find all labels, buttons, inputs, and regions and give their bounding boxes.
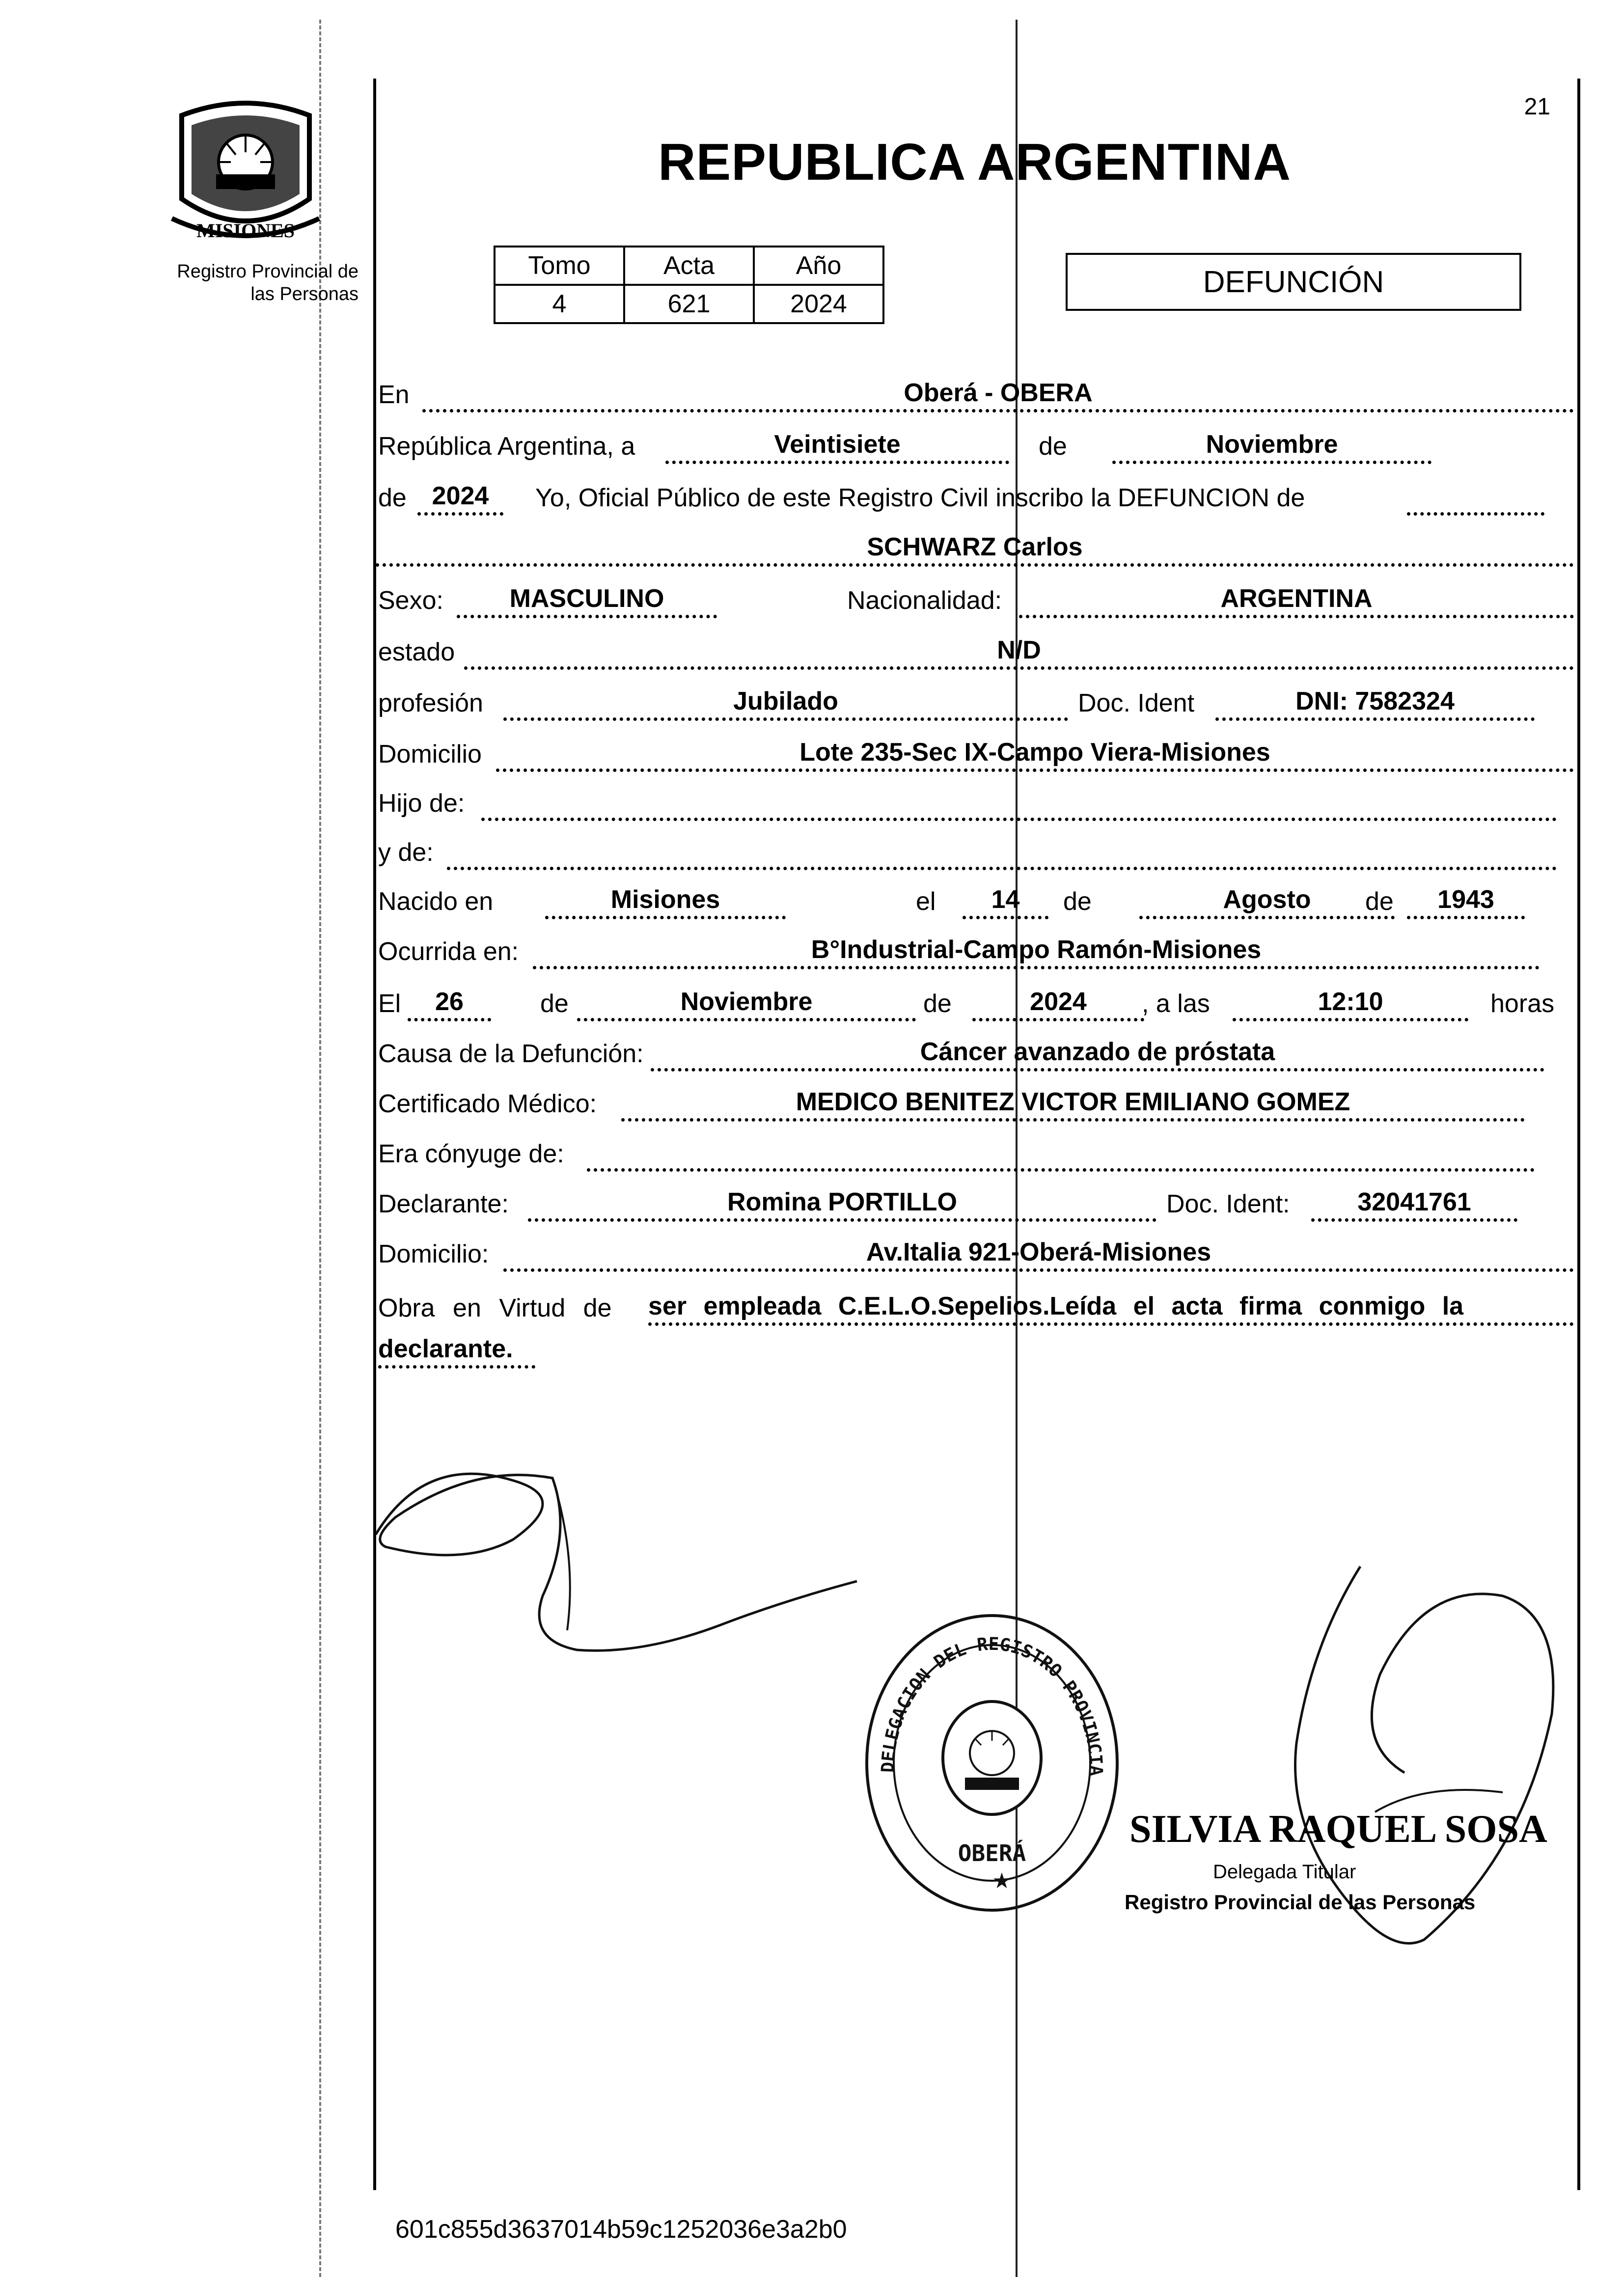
republica-label: República Argentina, a [378,432,635,461]
row-certificado [376,1086,1574,1122]
row-obra-cont [376,1333,1574,1369]
signatory-role: Delegada Titular [1213,1861,1356,1883]
estado-label: estado [378,638,455,666]
nacionalidad-label: Nacionalidad: [847,586,1002,615]
row-profesion [376,686,1574,721]
yde-value [447,835,1557,870]
death-time: 12:10 [1233,986,1468,1021]
row-oficial [376,480,1574,516]
row-causa [376,1036,1574,1071]
row-deceased-name [376,531,1574,567]
death-day: 26 [408,986,491,1021]
row-estado [376,634,1574,670]
hijo-value [481,786,1557,821]
oficial-trailing-blank [1407,480,1544,516]
de-label: de [378,484,407,512]
horas-label: horas [1490,989,1555,1018]
alas-label: , a las [1142,989,1210,1018]
domicilio-label: Domicilio: [378,1240,489,1268]
doc-ident-label: Doc. Ident: [1166,1190,1290,1218]
el-label: el [916,887,936,916]
nacido-value: Misiones [545,884,786,919]
conyuge-value [587,1136,1535,1172]
declarante-label: Declarante: [378,1190,509,1218]
row-declarante [376,1186,1574,1222]
de-label: de [540,989,569,1018]
oficial-text: Yo, Oficial Público de este Registro Civil inscribo la DEFUNCION de [535,484,1305,512]
birth-month: Agosto [1139,884,1395,919]
perforation-line [319,20,321,2277]
document-type-box: DEFUNCIÓN [1066,253,1521,311]
declarant-signature [366,1434,862,1689]
ocurrida-value: B°Industrial-Campo Ramón-Misiones [533,934,1540,969]
birth-year: 1943 [1407,884,1525,919]
row-en [376,377,1574,412]
causa-label: Causa de la Defunción: [378,1040,644,1068]
declarante-value: Romina PORTILLO [528,1186,1156,1222]
svg-text:MISIONES: MISIONES [196,219,295,242]
record-header-anio: Año [754,247,883,285]
estado-value: N/D [464,634,1574,670]
record-header-acta: Acta [624,247,754,285]
death-year: 2024 [972,986,1144,1021]
record-value-acta: 621 [624,285,754,323]
row-fecha [376,429,1574,464]
row-conyuge [376,1136,1574,1172]
row-fecha-defuncion [376,986,1574,1021]
svg-text:DELEGACION DEL REGISTRO PROVIN: DELEGACION DEL REGISTRO PROVINCIA [878,1634,1106,1776]
doc-ident-label: Doc. Ident [1078,689,1195,717]
certificado-value: MEDICO BENITEZ VICTOR EMILIANO GOMEZ [621,1086,1525,1122]
certificado-label: Certificado Médico: [378,1090,597,1118]
row-domicilio-declarante [376,1236,1574,1272]
el-label: El [378,989,401,1018]
birth-day: 14 [963,884,1048,919]
declarante-doc-value: 32041761 [1311,1186,1517,1222]
nacido-label: Nacido en [378,887,494,916]
obra-label: Obra en Virtud de [378,1294,612,1322]
deceased-name: SCHWARZ Carlos [376,531,1574,567]
row-sexo [376,583,1574,618]
nacionalidad-value: ARGENTINA [1019,583,1574,618]
record-value-anio: 2024 [754,285,883,323]
sexo-value: MASCULINO [457,583,717,618]
profesion-label: profesión [378,689,483,717]
record-value-tomo: 4 [495,285,624,323]
profesion-value: Jubilado [503,686,1068,721]
right-margin-rule [1577,79,1580,2190]
de-label: de [1365,887,1394,916]
de-label: de [1063,887,1092,916]
de-label: de [923,989,952,1018]
en-label: En [378,381,410,409]
official-stamp [854,1606,1129,1920]
row-hijo [376,786,1574,821]
conyuge-label: Era cónyuge de: [378,1140,564,1168]
hijo-label: Hijo de: [378,789,465,818]
row-nacido [376,884,1574,919]
page-title: REPUBLICA ARGENTINA [658,133,1292,191]
row-domicilio [376,737,1574,772]
signatory-organization: Registro Provincial de las Personas [1125,1891,1476,1914]
page-number: 21 [1524,94,1550,120]
domicilio-label: Domicilio [378,740,482,768]
document-hash: 601c855d3637014b59c1252036e3a2b0 [395,2215,847,2244]
day-value: Veintisiete [665,429,1009,464]
official-signature [1149,1537,1557,1989]
domicilio-value: Lote 235-Sec IX-Campo Viera-Misiones [496,737,1574,772]
de-label: de [1039,432,1067,461]
registry-caption: Registro Provincial de las Personas [177,261,358,304]
death-month: Noviembre [577,986,916,1021]
row-ocurrida [376,934,1574,969]
province-seal-logo [162,96,329,253]
record-table [494,246,884,324]
obra-value-line1: ser empleada C.E.L.O.Sepelios.Leída el acta firma conmigo la [648,1290,1574,1326]
record-header-tomo: Tomo [495,247,624,285]
causa-value: Cáncer avanzado de próstata [651,1036,1544,1071]
doc-ident-value: DNI: 7582324 [1215,686,1535,721]
year-value: 2024 [417,480,503,516]
svg-text:★: ★ [992,1869,1012,1893]
svg-text:OBERÁ: OBERÁ [958,1840,1026,1866]
sexo-label: Sexo: [378,586,443,615]
obra-value-line2: declarante. [378,1333,535,1369]
month-value: Noviembre [1112,429,1431,464]
row-yde [376,835,1574,870]
yde-label: y de: [378,838,434,867]
ocurrida-label: Ocurrida en: [378,937,519,966]
signatory-name: SILVIA RAQUEL SOSA [1129,1808,1547,1851]
en-value: Oberá - OBERA [422,377,1574,412]
row-obra [376,1287,1574,1326]
domicilio-declarante-value: Av.Italia 921-Oberá-Misiones [503,1236,1574,1272]
